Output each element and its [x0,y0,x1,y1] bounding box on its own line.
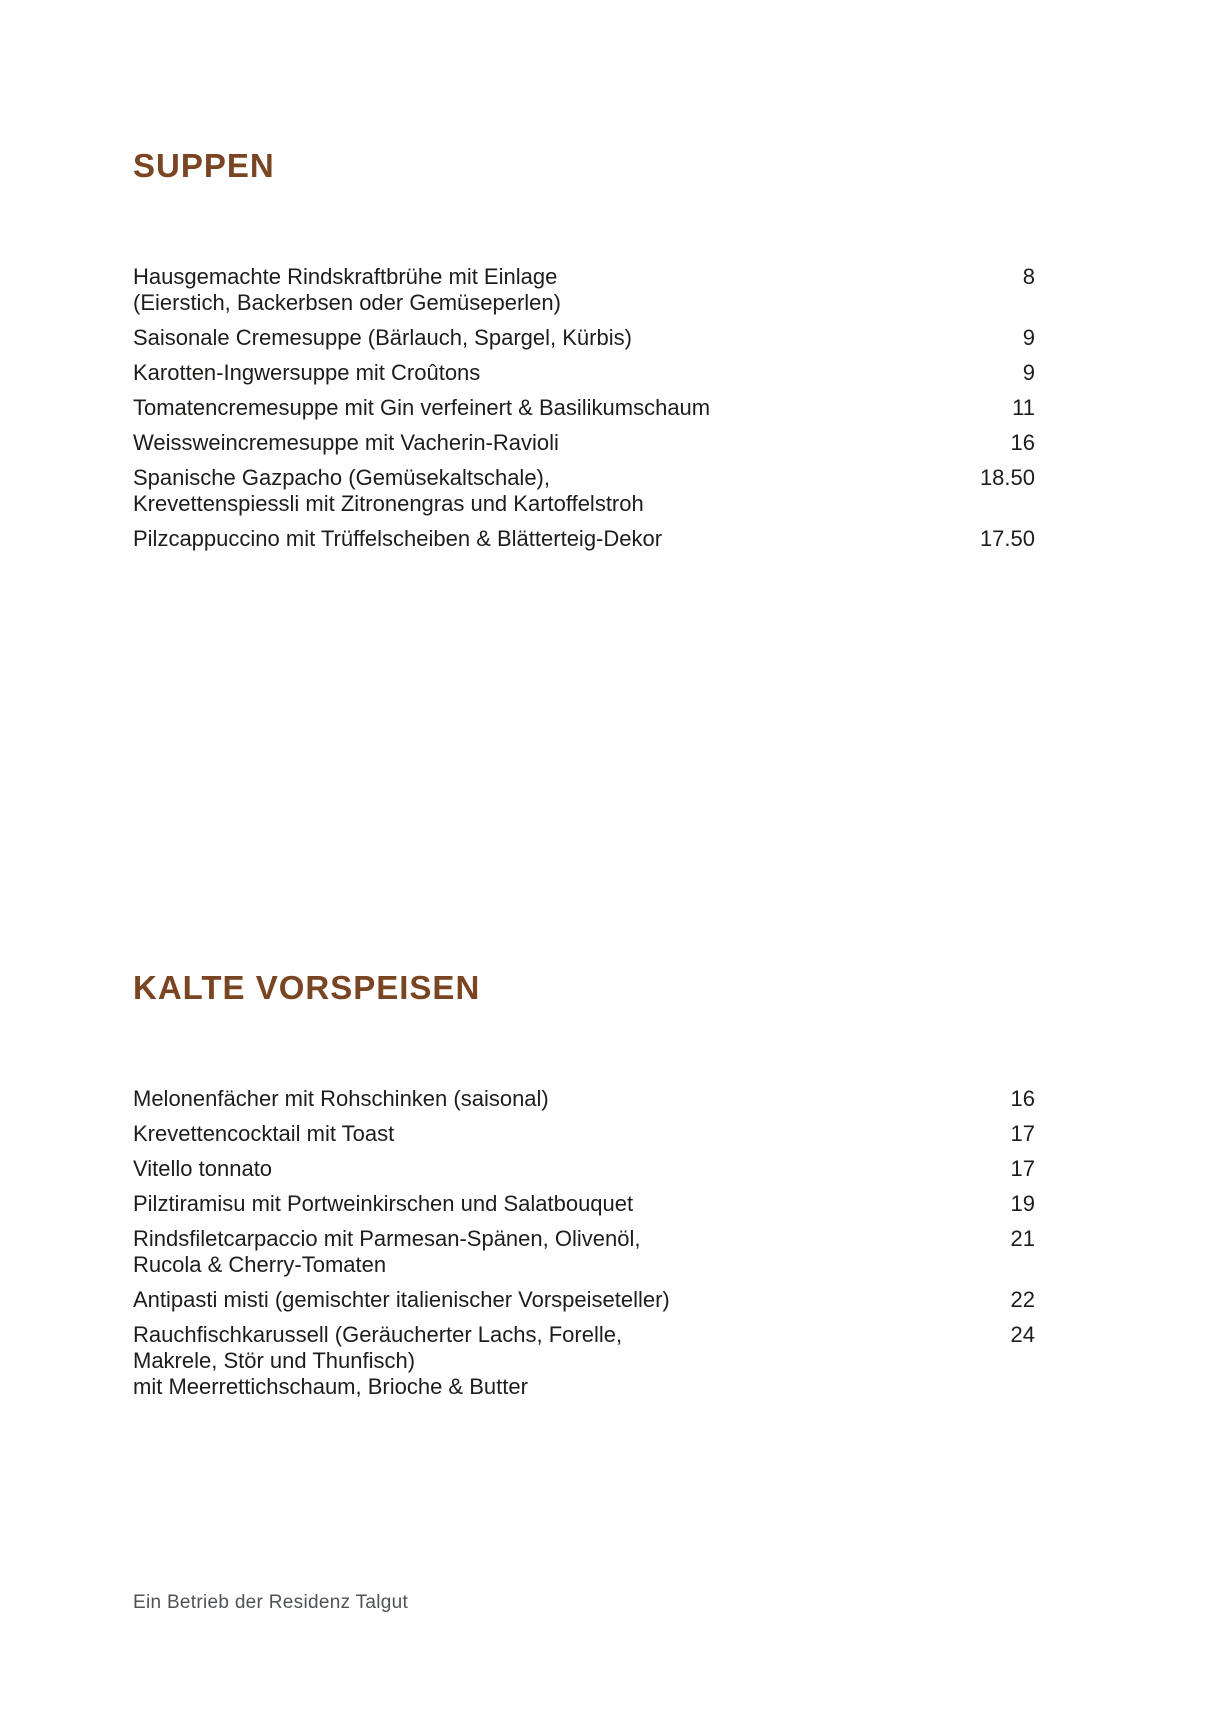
menu-item-name [133,1086,945,1112]
menu-item-name-line: (Eierstich, Backerbsen oder Gemüseperlen) [133,290,561,315]
menu-item-name-line: Krevettenspiessli mit Zitronengras und Kartoffelstroh [133,491,644,516]
section-kalte-vorspeisen [133,968,1035,1409]
menu-item-name [133,360,945,386]
menu-items-kalte-vorspeisen [133,1086,1035,1400]
menu-item-row [133,1191,1035,1217]
menu-item-row [133,1322,1035,1400]
menu-item-price: 18.50 [979,465,1035,490]
menu-item-name [133,264,945,316]
menu-item-name-line: Makrele, Stör und Thunfisch) [133,1348,416,1373]
menu-item-row [133,1226,1035,1278]
menu-item-name-line: Pilzcappuccino mit Trüffelscheiben & Blätterteig-Dekor [133,526,663,551]
menu-item-price: 8 [1022,264,1035,289]
footer-note: Ein Betrieb der Residenz Talgut [133,1592,409,1613]
menu-item-price: 16 [1010,430,1035,455]
menu-item-price: 21 [1010,1226,1035,1251]
menu-item-name [133,1121,945,1147]
menu-item-name-line: Melonenfächer mit Rohschinken (saisonal) [133,1086,549,1111]
menu-item-price: 9 [1022,360,1035,385]
menu-item-row [133,526,1035,552]
menu-item-name-line: Krevettencocktail mit Toast [133,1121,395,1146]
menu-item-name [133,1156,945,1182]
section-title-suppen: SUPPEN [133,147,275,184]
menu-item-name [133,1191,945,1217]
menu-item-row [133,1287,1035,1313]
menu-item-name-line: Pilztiramisu mit Portweinkirschen und Salatbouquet [133,1191,634,1216]
menu-item-name [133,526,945,552]
menu-item-name-line: mit Meerrettichschaum, Brioche & Butter [133,1374,528,1399]
menu-item-name-line: Saisonale Cremesuppe (Bärlauch, Spargel, Kürbis) [133,325,632,350]
menu-items-suppen [133,264,1035,552]
menu-item-price: 17.50 [979,526,1035,551]
menu-item-row [133,264,1035,316]
menu-item-name [133,1226,945,1278]
menu-item-row [133,395,1035,421]
menu-item-name-line: Rauchfischkarussell (Geräucherter Lachs, Forelle, [133,1322,623,1347]
menu-item-name-line: Antipasti misti (gemischter italienischer Vorspeiseteller) [133,1287,670,1312]
menu-item-name-line: Rucola & Cherry-Tomaten [133,1252,387,1277]
menu-item-row [133,1156,1035,1182]
menu-item-row [133,1086,1035,1112]
menu-item-row [133,465,1035,517]
menu-item-row [133,360,1035,386]
menu-item-row [133,325,1035,351]
menu-item-name-line: Karotten-Ingwersuppe mit Croûtons [133,360,481,385]
menu-item-name-line: Vitello tonnato [133,1156,273,1181]
menu-item-name-line: Hausgemachte Rindskraftbrühe mit Einlage [133,264,558,289]
menu-item-name-line: Spanische Gazpacho (Gemüsekaltschale), [133,465,550,490]
menu-item-name-line: Rindsfiletcarpaccio mit Parmesan-Spänen, Olivenöl, [133,1226,641,1251]
menu-item-name [133,395,945,421]
menu-item-price: 17 [1010,1156,1035,1181]
menu-item-price: 17 [1010,1121,1035,1146]
menu-item-price: 19 [1010,1191,1035,1216]
menu-item-price: 22 [1010,1287,1035,1312]
section-suppen [133,146,1035,561]
menu-item-name-line: Tomatencremesuppe mit Gin verfeinert & Basilikumschaum [133,395,711,420]
menu-item-name [133,1322,945,1400]
menu-item-price: 11 [1012,395,1035,420]
menu-item-price: 9 [1022,325,1035,350]
menu-item-name [133,1287,945,1313]
section-title-kalte-vorspeisen: KALTE VORSPEISEN [133,969,481,1006]
menu-item-name-line: Weissweincremesuppe mit Vacherin-Ravioli [133,430,559,455]
menu-item-name [133,325,945,351]
menu-item-row [133,1121,1035,1147]
menu-item-name [133,465,945,517]
menu-item-price: 16 [1010,1086,1035,1111]
menu-item-row [133,430,1035,456]
menu-item-name [133,430,945,456]
menu-item-price: 24 [1010,1322,1035,1347]
